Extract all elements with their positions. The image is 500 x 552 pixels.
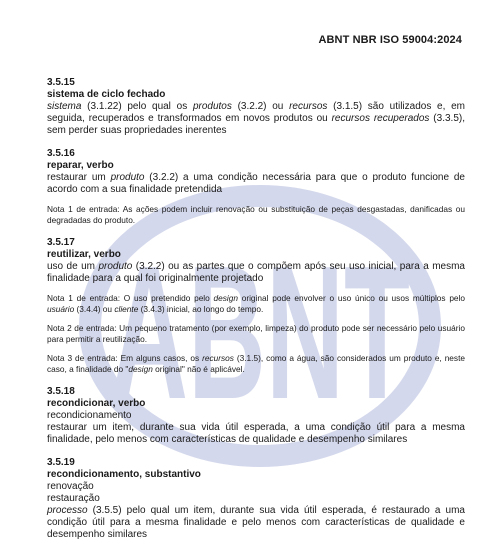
entry-number: 3.5.18 <box>47 386 75 397</box>
entry-synonym: restauração <box>47 493 100 504</box>
entry-definition: processo (3.5.5) pelo qual um item, durante sua vida útil esperada, é restaurado a uma condição útil para a mesma finalidade e pelo menos com características de qualidade e desempenho similares <box>47 505 465 540</box>
entry-definition: uso de um produto (3.2.2) ou as partes que o compõem após seu uso inicial, para a mesma finalidade para a qual foi originalmente projetado <box>47 261 465 284</box>
standard-header: ABNT NBR ISO 59004:2024 <box>318 34 462 46</box>
entry-synonym: renovação <box>47 481 94 492</box>
term-entry-3-5-18 <box>47 386 465 446</box>
entry-number: 3.5.19 <box>47 457 75 468</box>
entry-term: sistema de ciclo fechado <box>47 89 166 100</box>
entry-number: 3.5.16 <box>47 148 75 159</box>
entry-term: recondicionar, verbo <box>47 398 146 409</box>
entry-definition: restaurar um produto (3.2.2) a uma condição necessária para que o produto funcione de acordo com a sua finalidade pretendida <box>47 172 465 195</box>
abnt-watermark-letters: ABNT <box>110 227 410 439</box>
term-entry-3-5-19 <box>47 457 465 541</box>
term-entry-3-5-17 <box>47 237 465 375</box>
entry-term: reparar, verbo <box>47 160 114 171</box>
entry-term: reutilizar, verbo <box>47 249 121 260</box>
entry-number: 3.5.15 <box>47 77 75 88</box>
entry-definition: restaurar um item, durante sua vida útil esperada, a uma condição útil para a mesma finalidade, pelo menos com características de qualidade e desempenho similares <box>47 422 465 445</box>
terms-content <box>47 77 465 552</box>
entry-synonym: recondicionamento <box>47 410 132 421</box>
entry-note: Nota 2 de entrada: Um pequeno tratamento (por exemplo, limpeza) do produto pode ser necessário pelo usuário para permitir a reutilização. <box>47 323 465 344</box>
entry-number: 3.5.17 <box>47 237 75 248</box>
term-entry-3-5-16 <box>47 148 465 226</box>
entry-term: recondicionamento, substantivo <box>47 469 201 480</box>
entry-note: Nota 1 de entrada: As ações podem incluir renovação ou substituição de peças desgastadas, danificadas ou degradadas do produto. <box>47 204 465 225</box>
entry-definition: sistema (3.1.22) pelo qual os produtos (3.2.2) ou recursos (3.1.5) são utilizados e, em seguida, recuperados e transformados em novos produtos ou recursos recuperados (3.3.5), sem perder suas propriedades inerentes <box>47 101 466 136</box>
term-entry-3-5-15 <box>47 77 465 137</box>
entry-note: Nota 1 de entrada: O uso pretendido pelo design original pode envolver o uso único ou usos múltiplos pelo usuário (3.4.4) ou cliente (3.4.3) inicial, ao longo do tempo. <box>47 293 466 314</box>
entry-note: Nota 3 de entrada: Em alguns casos, os recursos (3.1.5), como a água, são considerados um produto e, neste caso, a finalidade do "design original" não é aplicável. <box>47 353 465 374</box>
